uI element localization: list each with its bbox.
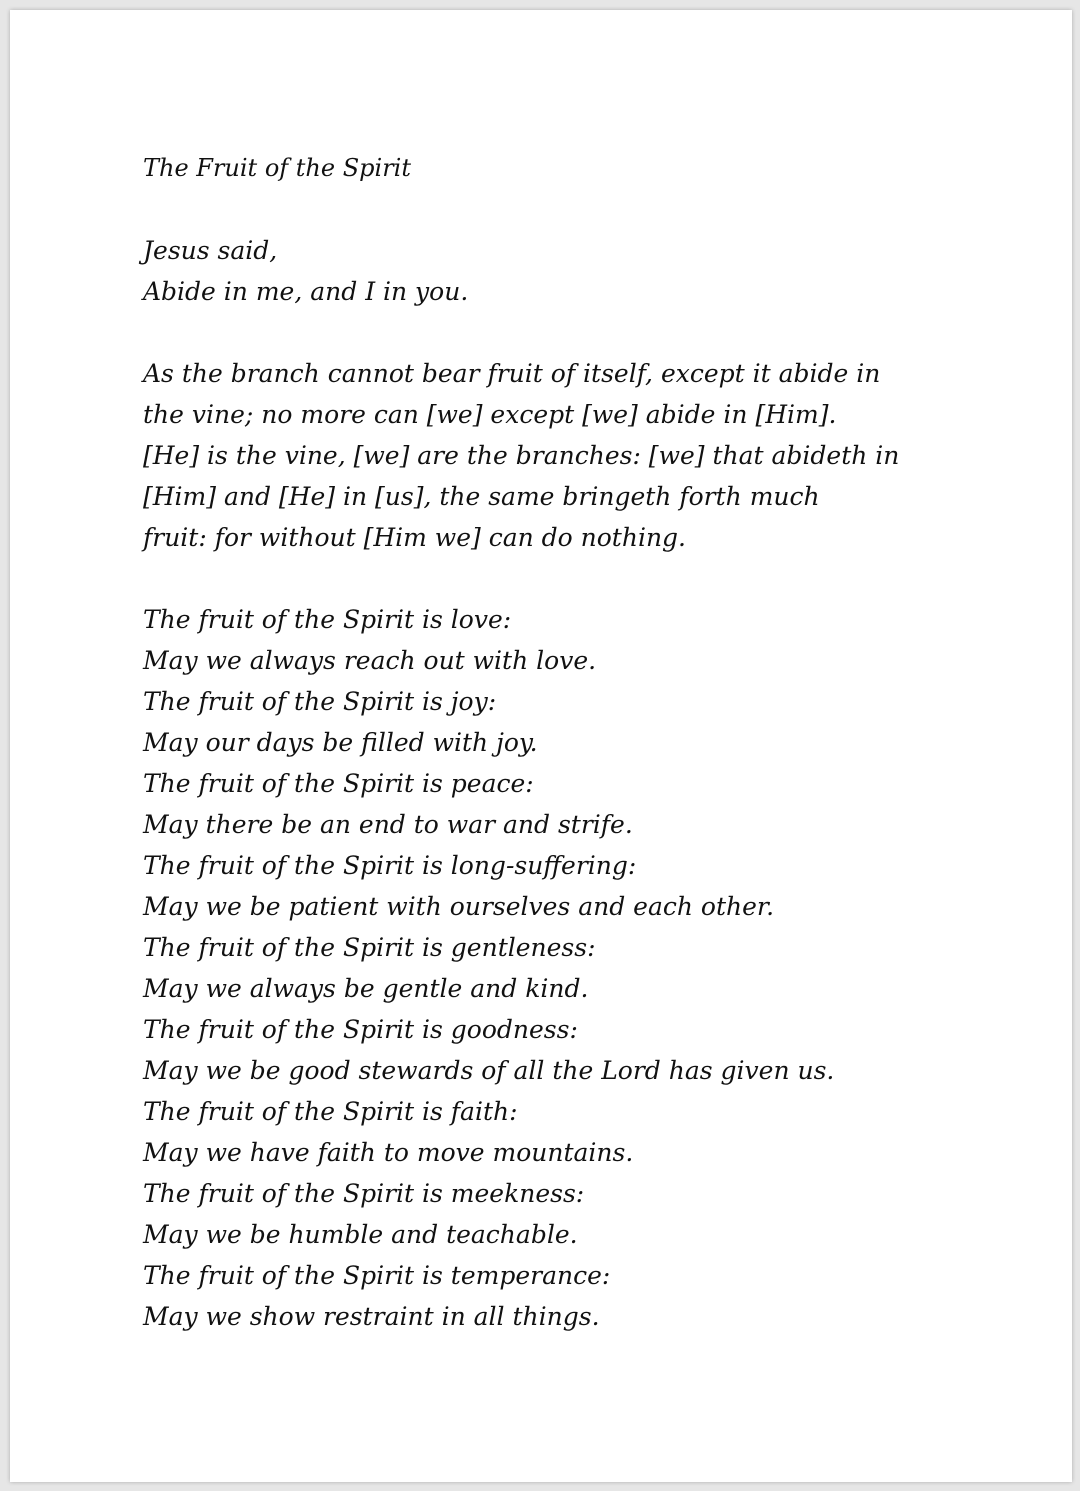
verse-line: May we always be gentle and kind. (143, 974, 589, 1003)
paragraph-line: [Him] and [He] in [us], the same bringeth forth much (143, 482, 820, 511)
verse-line: The fruit of the Spirit is peace: (143, 769, 534, 798)
verse-line: May we have faith to move mountains. (143, 1138, 634, 1167)
document-title: The Fruit of the Spirit (143, 154, 411, 182)
verse-line: The fruit of the Spirit is love: (143, 605, 512, 634)
verse-line: May we show restraint in all things. (143, 1302, 600, 1331)
verse-line: May we be good stewards of all the Lord has given us. (143, 1056, 835, 1085)
intro-line: Jesus said, (143, 236, 278, 265)
verse-line: May our days be filled with joy. (143, 728, 538, 757)
paragraph-line: fruit: for without [Him we] can do nothing. (143, 523, 687, 552)
verse-line: The fruit of the Spirit is meekness: (143, 1179, 585, 1208)
verse-line: May there be an end to war and strife. (143, 810, 633, 839)
document-body (143, 148, 1023, 1337)
verse-line: May we be humble and teachable. (143, 1220, 578, 1249)
spacer (143, 312, 1023, 353)
spacer (143, 558, 1023, 599)
verse-line: The fruit of the Spirit is long-suffering: (143, 851, 637, 880)
verse-line: May we be patient with ourselves and each other. (143, 892, 775, 921)
verse-line: The fruit of the Spirit is joy: (143, 687, 497, 716)
spacer (143, 189, 1023, 230)
verse-line: The fruit of the Spirit is faith: (143, 1097, 518, 1126)
intro-line: Abide in me, and I in you. (143, 277, 469, 306)
verse-line: The fruit of the Spirit is temperance: (143, 1261, 611, 1290)
verse-line: The fruit of the Spirit is goodness: (143, 1015, 578, 1044)
verse-line: May we always reach out with love. (143, 646, 597, 675)
verse-line: The fruit of the Spirit is gentleness: (143, 933, 596, 962)
paragraph-line: As the branch cannot bear fruit of itself, except it abide in (143, 359, 881, 388)
paragraph-line: the vine; no more can [we] except [we] abide in [Him]. (143, 400, 837, 429)
document-page (10, 10, 1072, 1482)
paragraph-line: [He] is the vine, [we] are the branches: [we] that abideth in (143, 441, 900, 470)
